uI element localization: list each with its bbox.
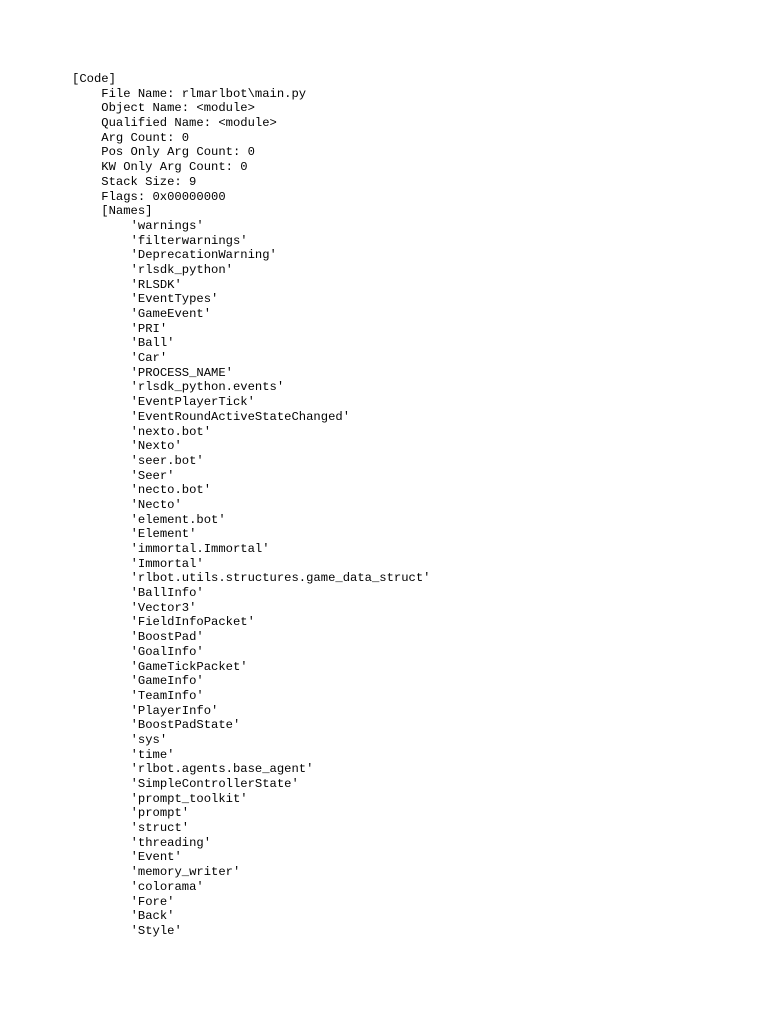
name-entry: 'GameInfo' xyxy=(130,674,204,689)
name-entry: 'rlsdk_python' xyxy=(130,262,233,277)
name-entry: 'Car' xyxy=(130,351,168,366)
name-entry: 'rlsdk_python.events' xyxy=(130,380,285,395)
name-entry: 'immortal.Immortal' xyxy=(130,542,270,556)
name-entry: 'EventPlayerTick' xyxy=(130,395,255,410)
flags-field: Flags: 0x00000000 xyxy=(101,189,226,204)
name-entry: 'seer.bot' xyxy=(130,453,204,468)
name-entry: 'PRI' xyxy=(130,321,168,336)
name-entry: 'filterwarnings' xyxy=(130,233,248,248)
name-entry: 'Event' xyxy=(130,850,182,865)
name-entry: 'Fore' xyxy=(130,894,175,909)
name-entry: 'RLSDK' xyxy=(130,277,182,292)
name-entry: 'Immortal' xyxy=(130,556,204,571)
object-name-field: Object Name: <module> xyxy=(101,101,255,116)
name-entry: 'GameEvent' xyxy=(130,307,212,321)
name-entry: 'GoalInfo' xyxy=(130,644,204,659)
name-entry: 'memory_writer' xyxy=(130,865,241,880)
name-entry: 'EventRoundActiveStateChanged' xyxy=(130,409,351,424)
name-entry: 'element.bot' xyxy=(130,512,226,527)
stack-size-field: Stack Size: 9 xyxy=(101,174,197,189)
pos-only-arg-count-field: Pos Only Arg Count: 0 xyxy=(101,145,255,160)
name-entry: 'BoostPad' xyxy=(130,630,204,645)
name-entry: 'SimpleControllerState' xyxy=(130,777,299,791)
name-entry: 'struct' xyxy=(130,821,190,836)
name-entry: 'prompt' xyxy=(130,806,190,821)
qualified-name-field: Qualified Name: <module> xyxy=(101,116,277,131)
name-entry: 'prompt_toolkit' xyxy=(130,791,248,806)
name-entry: 'Vector3' xyxy=(130,600,197,615)
name-entry: 'EventTypes' xyxy=(130,292,219,307)
name-entry: 'necto.bot' xyxy=(130,483,212,498)
name-entry: 'TeamInfo' xyxy=(130,688,204,703)
name-entry: 'DeprecationWarning' xyxy=(130,248,277,263)
name-entry: 'BoostPadState' xyxy=(130,718,241,733)
arg-count-field: Arg Count: 0 xyxy=(101,130,190,145)
name-entry: 'sys' xyxy=(130,732,168,747)
names-section-header: [Names] xyxy=(101,204,153,219)
name-entry: 'Nexto' xyxy=(130,439,182,454)
name-entry: 'rlbot.utils.structures.game_data_struct' xyxy=(130,571,431,586)
name-entry: 'threading' xyxy=(130,835,212,850)
name-entry: 'rlbot.agents.base_agent' xyxy=(130,762,314,777)
name-entry: 'Back' xyxy=(130,909,175,924)
name-entry: 'FieldInfoPacket' xyxy=(130,615,255,630)
name-entry: 'PlayerInfo' xyxy=(130,703,219,718)
code-dump xyxy=(72,72,430,939)
name-entry: 'Style' xyxy=(130,923,182,938)
name-entry: 'Necto' xyxy=(130,497,182,512)
names-list xyxy=(72,219,430,939)
name-entry: 'colorama' xyxy=(130,879,204,894)
file-name-field: File Name: rlmarlbot\main.py xyxy=(101,86,307,101)
name-entry: 'PROCESS_NAME' xyxy=(130,365,233,380)
name-entry: 'Element' xyxy=(130,527,197,542)
name-entry: 'GameTickPacket' xyxy=(130,659,248,674)
kw-only-arg-count-field: KW Only Arg Count: 0 xyxy=(101,160,248,175)
name-entry: 'Seer' xyxy=(130,468,175,483)
name-entry: 'time' xyxy=(130,747,175,762)
name-entry: 'warnings' xyxy=(130,218,204,233)
name-entry: 'nexto.bot' xyxy=(130,424,212,439)
code-section-header: [Code] xyxy=(72,72,116,86)
name-entry: 'BallInfo' xyxy=(130,586,204,601)
name-entry: 'Ball' xyxy=(130,336,175,351)
